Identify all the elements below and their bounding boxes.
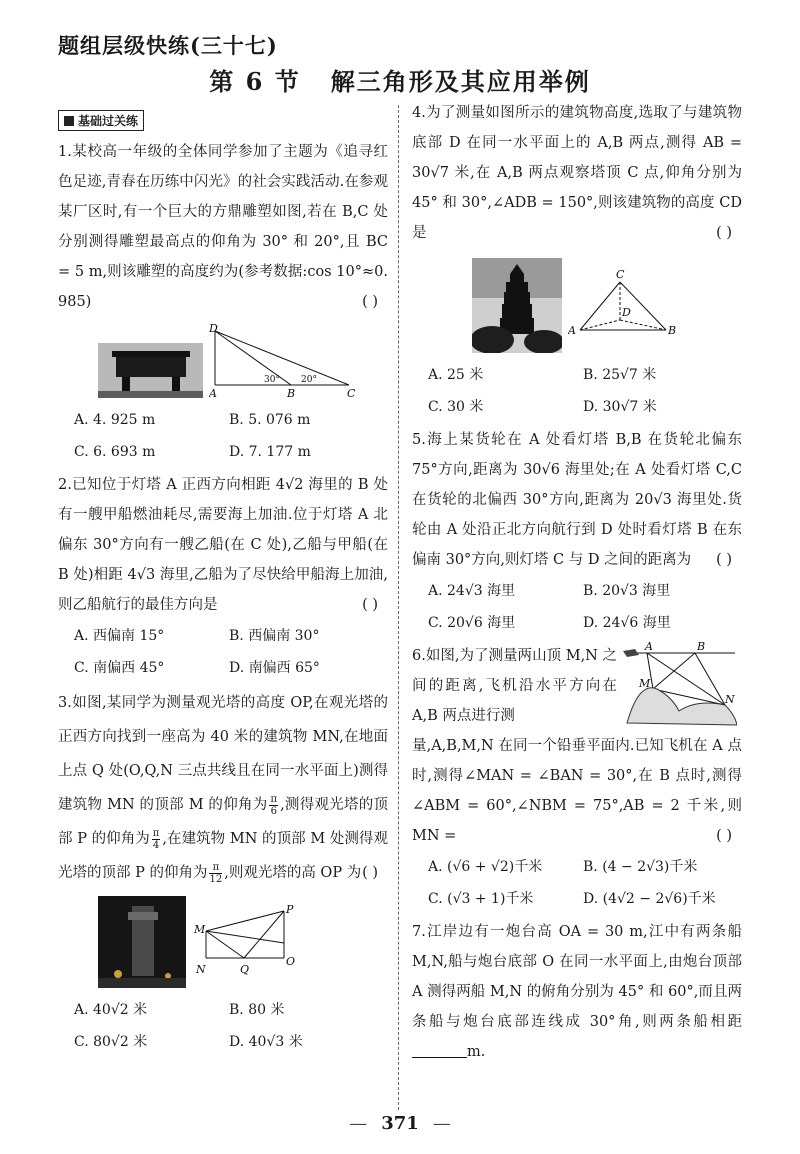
q1-label-D: D [209,323,218,335]
q4-tetrahedron-diagram [568,268,678,353]
q2-option-b: B. 西偏南 30° [229,628,320,644]
q4-photo-drawing [472,258,562,353]
q4-label-D: D [622,306,631,319]
q3-label-N: N [196,963,206,976]
q2-text: 2.已知位于灯塔 A 正西方向相距 4√2 海里的 B 处有一艘甲船燃油耗尽,需要海上加油.位于灯塔 A 北偏东 30°方向有一艘乙船(在 C 处),乙船与甲船(在 B 处)相距 4√3 海里,乙船为了尽快给甲船海上加油,则乙船航行的最佳方向是 [58,477,388,613]
q3-answer-paren: ( ) [362,865,378,881]
q1-angle-30: 30° [264,375,280,385]
q3-label-P: P [286,903,294,916]
q6-label-M: M [639,677,651,690]
q4-option-a: A. 25 米 [428,367,484,383]
section-title [0,62,800,97]
basic-practice-badge [58,110,144,131]
section-name: 解三角形及其应用举例 [330,67,591,96]
q3-figure [98,896,388,988]
q6-mountain-diagram [617,641,737,731]
q3-frac1-den: 6 [270,805,277,817]
q5-option-d: D. 24√6 海里 [583,615,671,631]
q5-answer-paren: ( ) [716,552,732,568]
book-icon [64,116,74,126]
q3-label-O: O [286,955,296,968]
q3-frac2-den: 4 [152,839,160,851]
q4-label-C: C [616,268,625,281]
q3-option-b: B. 80 米 [229,1002,285,1018]
q6-option-c: C. (√3 + 1)千米 [428,891,534,907]
q3-options [74,994,388,1058]
q6-option-d: D. (4√2 − 2√6)千米 [583,891,716,907]
q3-label-Q: Q [240,963,250,976]
q7-answer-blank[interactable] [412,1043,467,1058]
question-6 [412,641,742,915]
q1-option-d: D. 7. 177 m [229,444,311,460]
q1-label-C: C [347,387,356,398]
set-title: 题组层级快练(三十七) [58,33,278,58]
q6-option-a: A. (√6 + √2)千米 [428,859,543,875]
q6-label-A: A [645,641,653,653]
q1-option-c: C. 6. 693 m [74,444,156,460]
q2-option-c: C. 南偏西 45° [74,660,165,676]
q1-figure [98,323,388,398]
q2-option-d: D. 南偏西 65° [229,660,320,676]
q1-text: 1.某校高一年级的全体同学参加了主题为《追寻红色足迹,青春在历练中闪光》的社会实践活动.在参观某厂区时,有一个巨大的方鼎雕塑如图,若在 B,C 处分别测得雕塑最高点的仰角为 30° 和 20°,且 BC = 5 m,则该雕塑的高度约为(参考数据:cos 10°≈0. 985) [58,144,388,310]
column-divider [398,105,399,1110]
q3-text-d: ,则观光塔的高 OP 为 [224,865,362,881]
footer-dash-left: — [349,1113,368,1134]
question-4 [412,98,742,423]
q5-option-c: C. 20√6 海里 [428,615,516,631]
q4-option-b: B. 25√7 米 [583,367,657,383]
q6-label-N: N [725,693,735,706]
q7-text: 7.江岸边有一炮台高 OA = 30 m,江中有两条船 M,N,船与炮台底部 O 在同一水平面上,由炮台顶部 A 测得两船 M,N 的俯角分别为 45° 和 60°,而且两条船与炮台底部连线成 30°角,则两条船相距 [412,924,742,1030]
q6-options [428,851,742,915]
q3-option-d: D. 40√3 米 [229,1034,303,1050]
q5-option-a: A. 24√3 海里 [428,583,516,599]
q4-answer-paren: ( ) [716,225,732,241]
q7-unit: m. [467,1044,486,1060]
q1-label-B: B [287,387,296,398]
q4-text: 4.为了测量如图所示的建筑物高度,选取了与建筑物底部 D 在同一水平面上的 A,B 两点,测得 AB = 30√7 米,在 A,B 两点观察塔顶 C 点,仰角分别为 45° 和 30°,∠ADB = 150°,则该建筑物的高度 CD 是 [412,105,742,241]
q6-answer-paren: ( ) [716,828,732,844]
q3-text-b: ,测得观光塔的顶部 P 的仰角为 [58,797,388,847]
q4-figure [472,258,742,353]
right-column [412,98,742,1067]
left-column [58,110,388,1060]
q4-option-c: C. 30 米 [428,399,484,415]
footer-dash-right: — [432,1113,451,1134]
q3-option-c: C. 80√2 米 [74,1034,148,1050]
q1-sculpture-photo [98,343,203,398]
badge-label: 基础过关练 [78,114,139,128]
q3-frac3-den: 12 [209,873,223,885]
q3-tower-photo [98,896,186,988]
q3-text-c: ,在建筑物 MN 的顶部 M 处测得观光塔的顶部 P 的仰角为 [58,831,388,881]
q4-options [428,359,742,423]
question-7 [412,917,742,1067]
q6-text-a: 6.如图,为了测量两山顶 M,N 之间的距离,飞机沿水平方向在 A,B 两点进行测 [412,648,617,724]
page-footer [0,1113,800,1134]
q3-frac1-num: π [270,793,278,805]
q5-option-b: B. 20√3 海里 [583,583,671,599]
q6-text-b: 量,A,B,M,N 在同一个铅垂平面内.已知飞机在 A 点时,测得∠MAN = ∠BAN = 30°,在 B 点时,测得∠ABM = 60°,∠NBM = 75°,AB = 2 千米,则 MN = [412,738,742,844]
q5-text: 5.海上某货轮在 A 处看灯塔 B,B 在货轮北偏东 75°方向,距离为 30√6 海里处;在 A 处看灯塔 C,C 在货轮的北偏西 30°方向,距离为 20√3 海里处.货轮由 A 处沿正北方向航行到 D 处时看灯塔 B 在东偏南 30°方向,则灯塔 C 与 D 之间的距离为 [412,432,742,568]
question-2 [58,470,388,684]
q2-options [74,620,388,684]
q3-frac3-num: π [209,862,222,874]
q1-label-A: A [209,387,217,398]
q3-frac2-num: π [152,827,160,839]
section-number: 第 6 节 [209,67,301,96]
airplane-icon [623,649,639,657]
q3-frac-pi-12 [209,862,222,885]
q4-label-B: B [668,324,677,337]
q4-pagoda-photo [472,258,562,353]
q1-angle-20: 20° [301,375,317,385]
q3-triangle-diagram [192,903,302,988]
q1-option-a: A. 4. 925 m [74,412,156,428]
q1-options [74,404,388,468]
q6-option-b: B. (4 − 2√3)千米 [583,859,698,875]
q3-option-a: A. 40√2 米 [74,1002,148,1018]
q1-option-b: B. 5. 076 m [229,412,311,428]
q3-frac-pi-6 [269,794,278,817]
q1-answer-paren: ( ) [362,294,378,310]
q1-triangle-diagram [209,323,359,398]
q6-label-B: B [697,641,706,653]
q3-photo-drawing [98,896,186,988]
q2-answer-paren: ( ) [362,597,378,613]
q3-text-a: 3.如图,某同学为测量观光塔的高度 OP,在观光塔的正西方向找到一座高为 40 米的建筑物 MN,在地面上点 Q 处(O,Q,N 三点共线且在同一水平面上)测得建筑物 MN 的顶部 M 的仰角为 [58,695,388,813]
q3-label-M: M [194,923,206,936]
q3-frac-pi-4 [152,828,161,851]
question-3 [58,686,388,1058]
q4-option-d: D. 30√7 米 [583,399,657,415]
question-5 [412,425,742,639]
q2-option-a: A. 西偏南 15° [74,628,165,644]
question-1 [58,137,388,468]
q5-options [428,575,742,639]
q6-head [412,641,742,731]
page-number: 371 [381,1113,419,1134]
q1-photo-drawing [98,343,203,398]
q4-label-A: A [568,324,576,337]
